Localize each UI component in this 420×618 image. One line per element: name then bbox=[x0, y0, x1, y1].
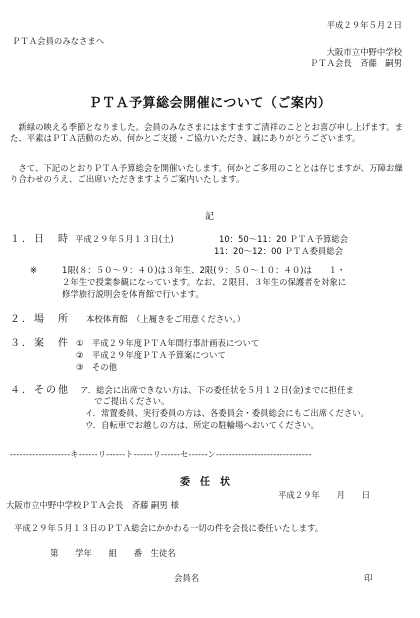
other-i: イ．常置委員、実行委員の方は、各委員会・委員総会にもご出席ください。 bbox=[85, 408, 369, 418]
note-mark: ※ bbox=[30, 265, 38, 275]
datetime-slot-1: 10：50～11：20 ＰＴＡ予算総会 bbox=[219, 234, 349, 244]
proxy-title: 委任状 bbox=[180, 477, 240, 488]
proxy-member-label: 会員名 bbox=[174, 573, 200, 583]
proxy-grade-line: 第 学年 組 番 生徒名 bbox=[50, 548, 176, 558]
proxy-date: 平成２９年 月 日 bbox=[278, 490, 371, 500]
agenda-item-3: ③ その他 bbox=[76, 362, 118, 372]
datetime-label: １．日 時 bbox=[10, 234, 70, 245]
note-line-3: 修学旅行説明会を体育館で行います。 bbox=[62, 289, 204, 299]
ki-marker: 記 bbox=[205, 212, 215, 222]
sender bbox=[310, 58, 402, 69]
agenda-label: ３．案 件 bbox=[10, 338, 70, 349]
other-label: ４．その他 bbox=[10, 385, 70, 396]
datetime-slot-2: 11：20～12：00 ＰＴＡ委員総会 bbox=[214, 246, 344, 256]
school-name: 大阪市立中野中学校 bbox=[326, 47, 402, 57]
note-line-1: 1限(８：５０～９：４０)は３年生、2限(９：５０～１０：４０)は １・ bbox=[62, 265, 346, 275]
other-a-line-2: でご提出ください。 bbox=[94, 396, 170, 406]
document-title: ＰＴＡ予算総会開催について（ご案内） bbox=[88, 96, 332, 111]
place-label: ２．場 所 bbox=[10, 314, 70, 325]
proxy-seal-mark: 印 bbox=[364, 573, 373, 583]
intro-paragraph-2: さて、下記のとおりＰＴＡ予算総会を開催いたします。何かとご多用のこととは存じますが、万障お繰り合わせのうえ、ご出席いただきますようご案内いたします。 bbox=[10, 163, 403, 184]
cut-line: -------------------キ------リ------ト------リ------セ------ン------------------------------ bbox=[10, 450, 312, 459]
agenda-item-2: ② 平成２９年度ＰＴＡ予算案について bbox=[76, 350, 226, 360]
recipient: ＰＴＡ会員のみなさまへ bbox=[12, 36, 105, 46]
place-value: 本校体育館 （上履きをご用意ください。） bbox=[86, 314, 246, 324]
other-a-line-1: ア．総会に出席できない方は、下の委任状を５月１２日(金)までに担任ま bbox=[80, 385, 354, 395]
sender-name: 斉藤 嗣男 bbox=[360, 58, 402, 68]
sender-role: ＰＴＡ会長 bbox=[309, 58, 352, 68]
agenda-item-1: ① 平成２９年度ＰＴＡ年間行事計画表について bbox=[76, 338, 260, 348]
other-u: ウ．自転車でお越しの方は、所定の駐輪場へおいてください。 bbox=[85, 420, 319, 430]
letter-date: 平成２９年５月２日 bbox=[326, 20, 402, 30]
note-line-2: ２年生で授業参観になっています。なお、２限目、３年生の保護者を対象に bbox=[62, 277, 347, 287]
proxy-body: 平成２９年５月１３日のＰＴＡ総会にかかわる一切の件を会長に委任いたします。 bbox=[14, 523, 324, 533]
intro-paragraph-1: 新緑の映える季節となりました。会員のみなさまにはますますご清祥のこととお喜び申し上げます。また、平素はＰＴＡ活動のため、何かとご支援・ご協力いただき、誠にありがとうございます。 bbox=[10, 122, 403, 143]
proxy-addressee: 大阪市立中野中学校ＰＴＡ会長 斉藤 嗣男 様 bbox=[6, 500, 179, 510]
datetime-date: 平成２９年５月１３日(土) bbox=[75, 234, 174, 244]
